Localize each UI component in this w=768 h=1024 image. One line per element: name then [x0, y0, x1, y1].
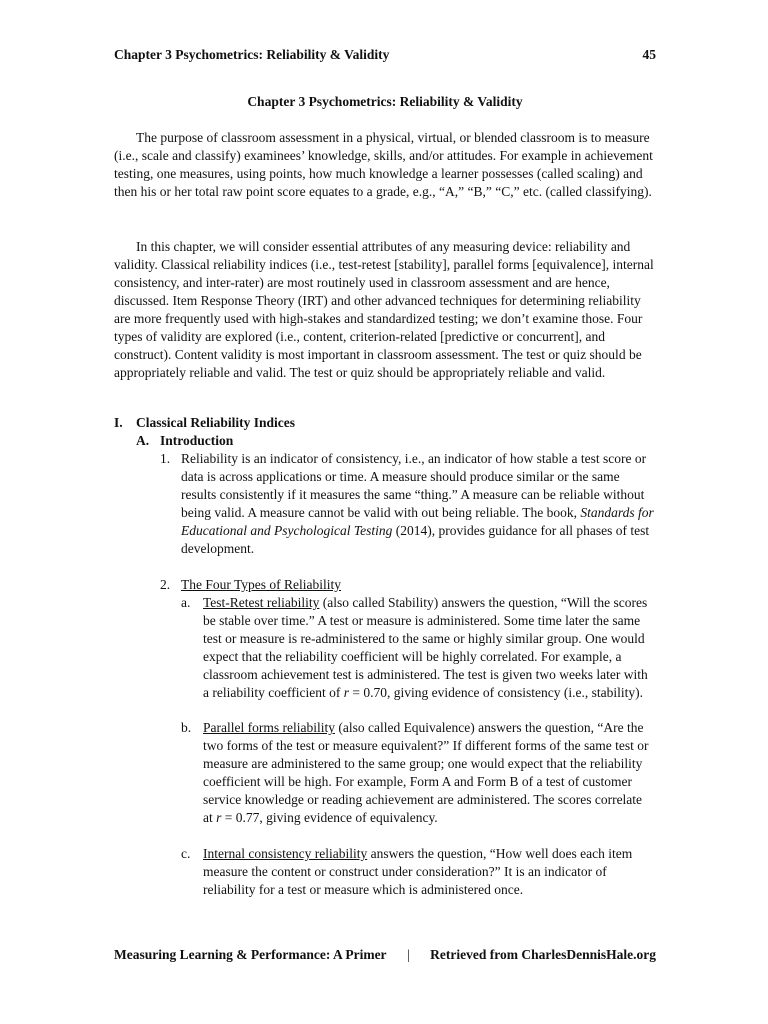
- section-number: I.: [114, 415, 123, 430]
- chapter-title: Chapter 3 Psychometrics: Reliability & Validity: [247, 94, 523, 109]
- footer-separator: |: [407, 947, 410, 962]
- sub-b-text-before: (also called Equivalence) answers the question, “Are the two forms of the test or measure equivalent?” If different forms of the same test or measure are administered to the same group; one would expect that the reliability coefficient will be high. For example, Form A and Form B of a test of customer service knowledge or reading achievement are administered. The scores correlate at: [203, 720, 649, 825]
- term-internal-consistency: Internal consistency reliability: [203, 846, 368, 861]
- sub-c-text: answers the question, “How well does each item measure the content or construct under consideration?” It is an indicator of reliability for a test or measure which is administered once.: [203, 846, 633, 897]
- page-number: 45: [642, 47, 656, 62]
- sub-item-letter: b.: [181, 720, 192, 735]
- r-symbol: r: [343, 685, 349, 700]
- item2-title: The Four Types of Reliability: [181, 577, 342, 592]
- subsection-title: Introduction: [160, 433, 234, 448]
- list-item-content: [181, 576, 656, 594]
- sub-b-text-after: = 0.77, giving evidence of equivalency.: [221, 810, 438, 825]
- list-item-content: [181, 450, 656, 558]
- term-test-retest: Test-Retest reliability: [203, 595, 320, 610]
- sub-item-content: [203, 594, 653, 702]
- sub-item-content: [203, 719, 653, 827]
- sub-item-content: [203, 845, 653, 899]
- book-title: Standards for Educational and Psychological Testing: [181, 505, 654, 538]
- footer-book-title: Measuring Learning & Performance: A Primer: [114, 947, 387, 962]
- item1-text-after: (2014), provides guidance for all phases of test development.: [181, 523, 650, 556]
- header-chapter-title: Chapter 3 Psychometrics: Reliability & Validity: [114, 47, 390, 62]
- term-parallel-forms: Parallel forms reliability: [203, 720, 335, 735]
- item1-text-before: Reliability is an indicator of consistency, i.e., an indicator of how stable a test score or data is across applications or time. A measure should produce similar or the same results consistently if it measures the same “thing.” A measure can be reliable without being valid. A measure cannot be valid with out being reliable. The book,: [181, 451, 647, 520]
- sub-a-text-before: (also called Stability) answers the question, “Will the scores be stable over time.” A test or measure is administered. Some time later the same test or measure is re-administered to the same or highly similar group. One would expect that the reliability coefficient will be highly correlated. For example, a classroom achievement test is administered. The test is given two weeks later with a reliability coefficient of: [203, 595, 648, 700]
- sub-item-test-retest: [181, 594, 656, 702]
- intro-paragraph-2: In this chapter, we will consider essential attributes of any measuring device: reliability and validity. Classical reliability indices (i.e., test-retest [stability], parallel forms [equivalence], internal consistency, and inter-rater) are most routinely used in classroom assessment and are hence, discussed. Item Response Theory (IRT) and other advanced techniques for determining reliability are more frequently used with high-stakes and standardized testing; we don’t examine those. Four types of validity are explored (i.e., content, criterion-related [predictive or concurrent], and construct). Content validity is most important in classroom assessment. The test or quiz should be appropriately reliable and valid. The test or quiz should be appropriately reliable and valid.: [114, 239, 654, 380]
- section-title: Classical Reliability Indices: [136, 415, 296, 430]
- r-symbol: r: [216, 810, 222, 825]
- running-header: [114, 46, 656, 63]
- intro-paragraph-1: The purpose of classroom assessment in a physical, virtual, or blended classroom is to measure (i.e., scale and classify) examinees’ knowledge, skills, and/or attitudes. For example in achievement testing, one measures, using points, how much knowledge a learner possesses (called scaling) and then his or her total raw point score equates to a grade, e.g., “A,” “B,” “C,” etc. (called classifying).: [114, 130, 653, 199]
- page-footer: [114, 946, 656, 963]
- subsection-heading: [136, 432, 233, 450]
- subsection-letter: A.: [136, 433, 150, 448]
- sub-item-internal-consistency: [181, 845, 656, 899]
- sub-a-text-after: = 0.70, giving evidence of consistency (i.e., stability).: [348, 685, 644, 700]
- list-item-1: [160, 450, 656, 558]
- sub-item-letter: c.: [181, 846, 191, 861]
- list-item-2: [160, 576, 656, 594]
- section-heading: [114, 414, 295, 432]
- list-item-number: 1.: [160, 451, 171, 466]
- footer-source: Retrieved from CharlesDennisHale.org: [430, 947, 656, 962]
- sub-item-parallel-forms: [181, 719, 656, 827]
- sub-item-letter: a.: [181, 595, 191, 610]
- list-item-number: 2.: [160, 577, 171, 592]
